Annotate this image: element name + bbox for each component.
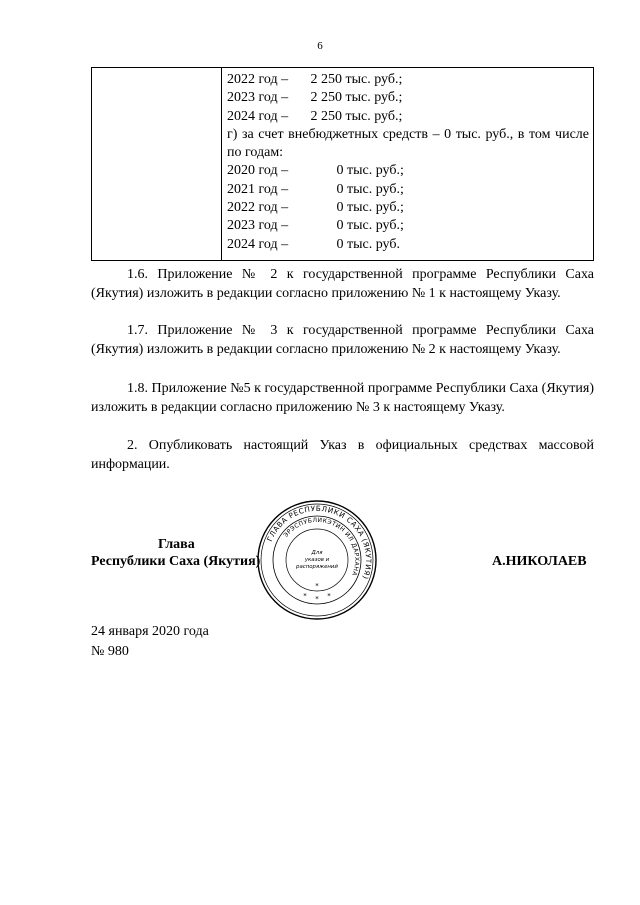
- year-label: 2021 год –: [227, 181, 289, 197]
- amount-value: 0 тыс. руб.;: [336, 200, 404, 216]
- paragraph-1-6: 1.6. Приложение № 2 к государственной программе Республики Саха (Якутия) изложить в редакции согласно приложению № 1 к настоящему Указу.: [91, 267, 594, 301]
- signature-title-line2: Республики Саха (Якутия): [91, 554, 261, 569]
- seal-center-line2: указов и: [304, 557, 330, 563]
- svg-text:*: *: [303, 592, 307, 600]
- seal-outer-text: ГЛАВА РЕСПУБЛИКИ САХА (ЯКУТИЯ): [264, 503, 374, 581]
- page-number: 6: [317, 40, 323, 52]
- paragraph-1-7: 1.7. Приложение № 3 к государственной программе Республики Саха (Якутия) изложить в редакции согласно приложению № 2 к настоящему Указу.: [91, 323, 594, 357]
- year-label: 2022 год –: [227, 72, 289, 87]
- seal-center-line1: Для: [311, 550, 323, 556]
- funding-line: [227, 89, 589, 107]
- year-label: 2023 год –: [227, 218, 289, 234]
- funding-line: [227, 108, 589, 126]
- seal-stars: [303, 582, 331, 603]
- table-left-cell: [92, 68, 222, 261]
- signatory-name: А.НИКОЛАЕВ: [492, 554, 587, 569]
- amount-value: 2 250 тыс. руб.;: [310, 72, 403, 87]
- official-seal: [256, 499, 378, 621]
- svg-text:*: *: [315, 582, 319, 590]
- funding-table: [91, 67, 594, 261]
- amount-value: 0 тыс. руб.: [336, 236, 400, 252]
- document-number: № 980: [91, 644, 129, 659]
- table-right-cell: [222, 68, 594, 261]
- amount-value: 0 тыс. руб.;: [336, 181, 404, 197]
- amount-value: 2 250 тыс. руб.;: [310, 90, 403, 106]
- year-label: 2024 год –: [227, 236, 289, 252]
- signature-title-line1: Глава: [158, 537, 195, 552]
- paragraph-1-8: 1.8. Приложение №5 к государственной программе Республики Саха (Якутия) изложить в редакции согласно приложению № 3 к настоящему Указу.: [91, 381, 594, 415]
- funding-line: [227, 162, 589, 180]
- amount-value: 2 250 тыс. руб.;: [310, 108, 403, 124]
- year-label: 2020 год –: [227, 163, 289, 179]
- year-label: 2022 год –: [227, 200, 289, 216]
- funding-line: [227, 217, 589, 235]
- seal-inner-text: ЭРЭСПУБЛИКЭТИН ИЛ ДАРХАНА: [282, 516, 361, 577]
- svg-text:*: *: [315, 595, 319, 603]
- funding-line: [227, 71, 589, 89]
- extrabudget-text: г) за счет внебюджетных средств – 0 тыс. руб., в том числе по годам:: [227, 126, 589, 161]
- funding-line: [227, 236, 589, 254]
- document-date: 24 января 2020 года: [91, 624, 209, 639]
- funding-line: [227, 199, 589, 217]
- year-label: 2024 год –: [227, 108, 289, 124]
- seal-center-line3: распоряжений: [296, 564, 338, 570]
- year-label: 2023 год –: [227, 90, 289, 106]
- svg-text:*: *: [327, 592, 331, 600]
- paragraph-2: 2. Опубликовать настоящий Указ в официальных средствах массовой информации.: [91, 438, 594, 472]
- amount-value: 0 тыс. руб.;: [336, 163, 404, 179]
- funding-line: [227, 181, 589, 199]
- amount-value: 0 тыс. руб.;: [336, 218, 404, 234]
